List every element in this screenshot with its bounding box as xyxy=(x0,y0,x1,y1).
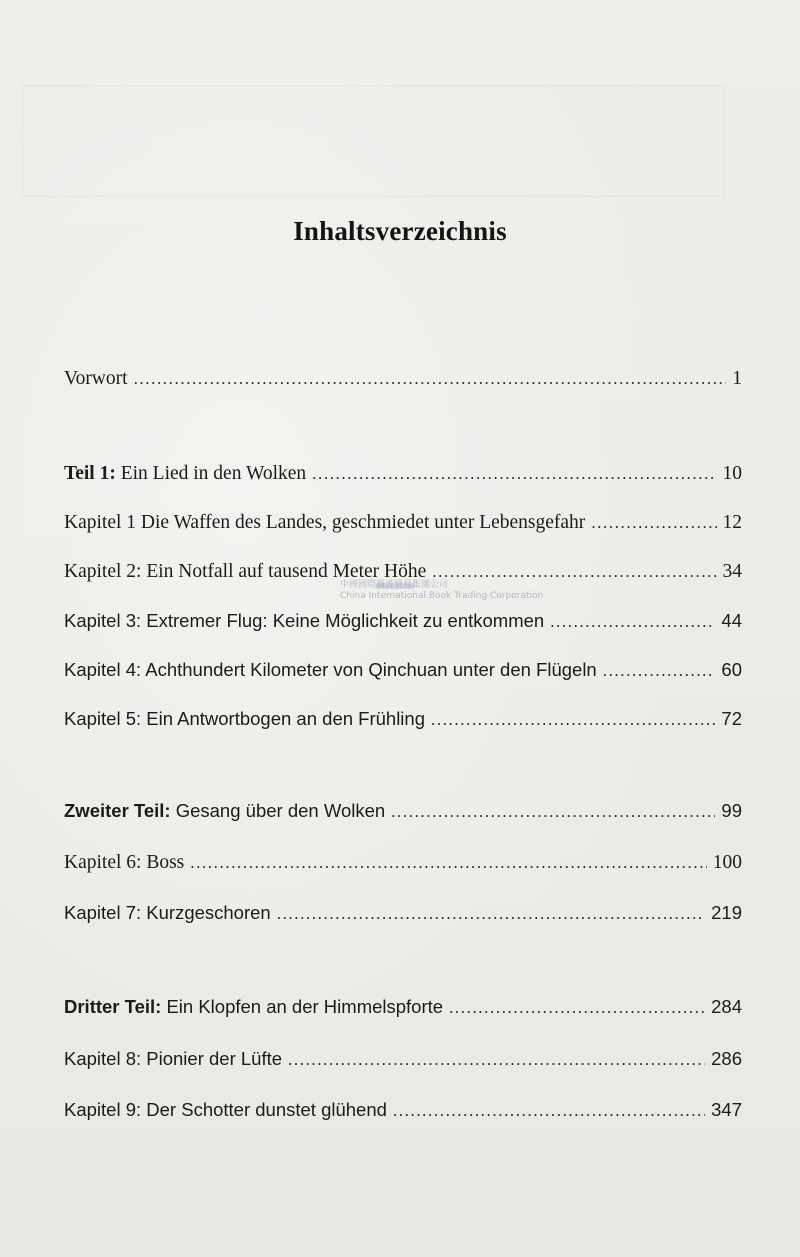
toc-page-number: 10 xyxy=(722,463,742,484)
toc-page-number: 286 xyxy=(711,1048,742,1069)
toc-page-number: 44 xyxy=(721,610,742,631)
watermark-chinese: 中國國際圖書貿易集團公司 xyxy=(340,580,449,590)
leader-dots xyxy=(449,998,705,1018)
toc-page-number: 34 xyxy=(722,561,742,582)
toc-page-number: 347 xyxy=(711,1099,742,1120)
toc-page-number: 12 xyxy=(722,512,742,533)
toc-entry-kapitel-1 xyxy=(64,512,742,544)
toc-entry-kapitel-5 xyxy=(64,708,742,740)
toc-entry-teil-1 xyxy=(64,463,742,495)
toc-entry-kapitel-8 xyxy=(64,1048,742,1080)
leader-dots xyxy=(591,513,716,533)
leader-dots xyxy=(288,1050,705,1070)
toc-entry-dritter-teil xyxy=(64,996,742,1028)
leader-dots xyxy=(134,369,727,389)
toc-entry-label: Kapitel 4: Achthundert Kilometer von Qinchuan unter den Flügeln xyxy=(64,659,597,680)
toc-entry-label: Zweiter Teil: Gesang über den Wolken xyxy=(64,800,386,821)
toc-entry-label: Vorwort xyxy=(64,368,128,389)
leader-dots xyxy=(277,904,705,924)
toc-entry-label: Kapitel 6: Boss xyxy=(64,852,185,873)
leader-dots xyxy=(391,802,715,822)
toc-page-number: 219 xyxy=(711,902,742,923)
leader-dots xyxy=(431,710,715,730)
toc-entry-label: Dritter Teil: Ein Klopfen an der Himmelspforte xyxy=(64,996,444,1017)
toc-entry-label: Teil 1: Ein Lied in den Wolken xyxy=(64,463,307,484)
leader-dots xyxy=(603,661,716,681)
toc-page-number: 99 xyxy=(721,800,742,821)
toc-entry-label: Kapitel 1 Die Waffen des Landes, geschmiedet unter Lebensgefahr xyxy=(64,512,586,533)
toc-entry-kapitel-3 xyxy=(64,610,742,642)
toc-entry-kapitel-7 xyxy=(64,902,742,934)
leader-dots xyxy=(312,464,716,484)
page-title: Inhaltsverzeichnis xyxy=(293,216,507,246)
toc-entry-label: Kapitel 3: Extremer Flug: Keine Möglichkeit zu entkommen xyxy=(64,610,545,631)
toc-entry-vorwort xyxy=(64,368,742,400)
toc-entry-label: Kapitel 7: Kurzgeschoren xyxy=(64,902,271,923)
toc-entry-kapitel-4 xyxy=(64,659,742,691)
bleed-through-box xyxy=(22,85,724,197)
toc-page-number: 60 xyxy=(721,659,742,680)
toc-entry-label: Kapitel 2: Ein Notfall auf tausend Meter Höhe xyxy=(64,561,427,582)
toc-page-number: 1 xyxy=(732,368,742,389)
toc-entry-zweiter-teil xyxy=(64,800,742,832)
leader-dots xyxy=(393,1101,705,1121)
leader-dots xyxy=(432,562,716,582)
leader-dots xyxy=(190,853,707,873)
leader-dots xyxy=(550,612,715,632)
watermark-english: China International Book Trading Corporation xyxy=(340,591,544,601)
toc-page-number: 284 xyxy=(711,996,742,1017)
toc-page-number: 72 xyxy=(721,708,742,729)
toc-entry-label: Kapitel 8: Pionier der Lüfte xyxy=(64,1048,283,1069)
toc-page-number: 100 xyxy=(712,852,742,873)
toc-entry-kapitel-6 xyxy=(64,852,742,884)
watermark xyxy=(340,580,543,602)
toc-entry-label: Kapitel 9: Der Schotter dunstet glühend xyxy=(64,1099,387,1120)
toc-entry-label: Kapitel 5: Ein Antwortbogen an den Frühling xyxy=(64,708,425,729)
toc-entry-kapitel-9 xyxy=(64,1099,742,1131)
